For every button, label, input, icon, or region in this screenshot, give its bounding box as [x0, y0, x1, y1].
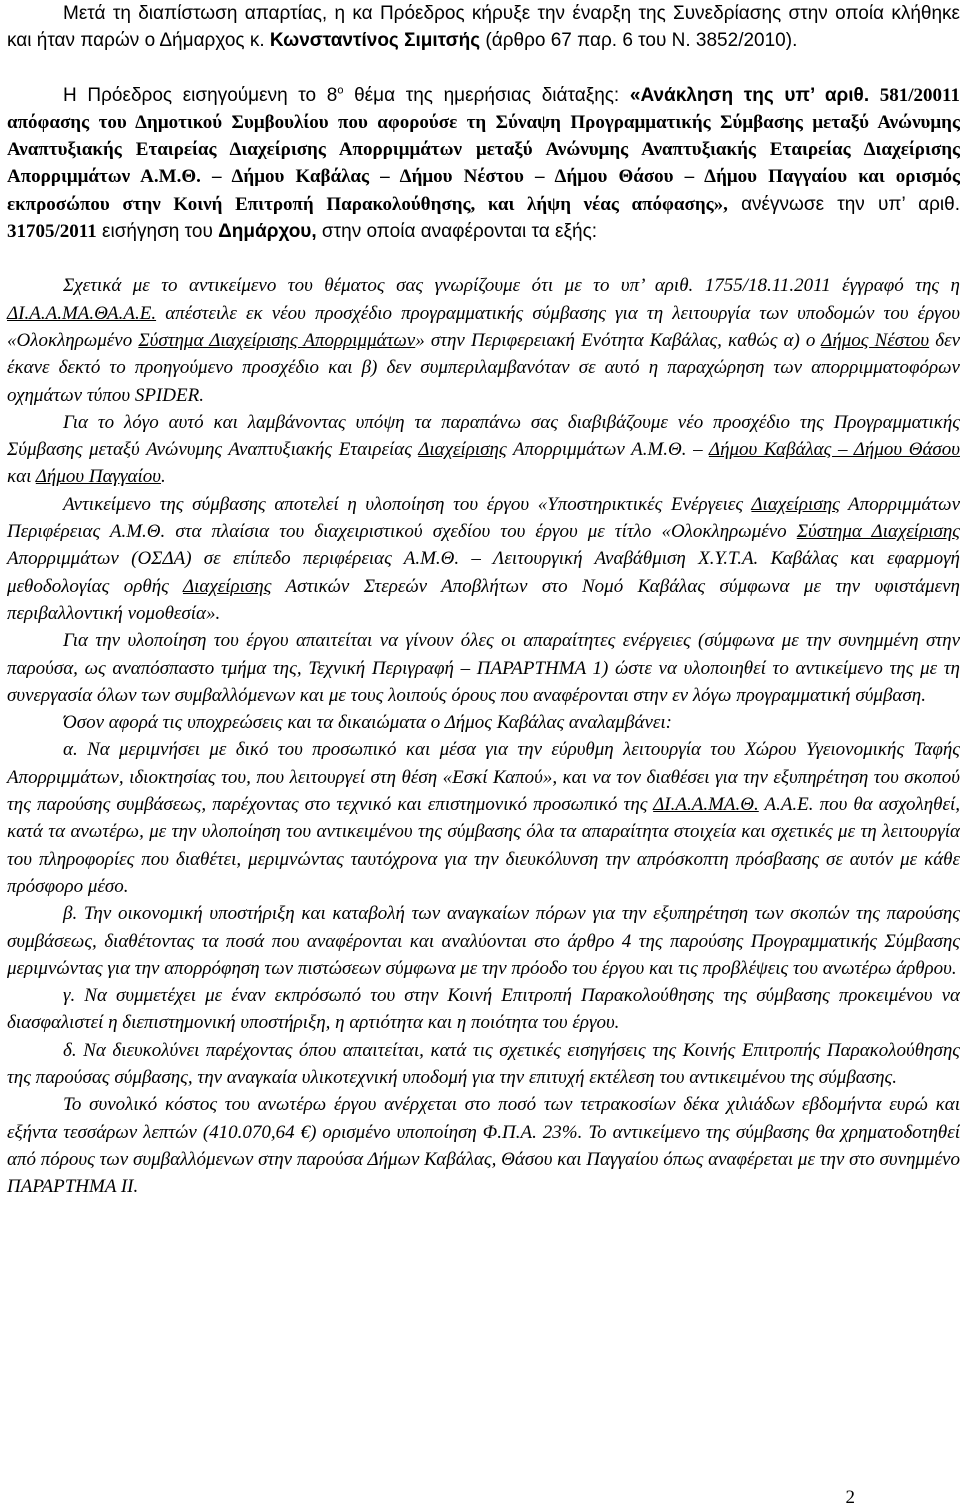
underlined-text: Δήμος Νέστου — [821, 329, 930, 351]
paragraph-reference — [7, 272, 960, 408]
document-body — [7, 0, 960, 1200]
subject-title: 581/20011 απόφασης του Δημοτικού Συμβουλίου που αφορούσε τη Σύναψη Προγραμματικής Σύμβασης μεταξύ Ανώνυμης Αναπτυξιακής Εταιρείας Διαχείρισης Απορριμμάτων μεταξύ Ανώνυμης Αναπτυξιακής Εταιρείας Διαχείρισης Απορριμμάτων Α.Μ.Θ. – Δήμου Καβάλας – Δήμου Νέστου – Δήμου Θάσου – Δήμου Παγγαίου και ορισμός εκπροσώπου στην Κοινή Επιτροπή Παρακολούθησης, και λήψη νέας απόφασης», — [7, 84, 960, 215]
mayor-label: Δημάρχου, — [218, 221, 317, 243]
underlined-text: Δήμου Καβάλας – Δήμου Θάσου — [708, 439, 960, 461]
text: (άρθρο 67 παρ. 6 του Ν. 3852/2010). — [480, 30, 798, 52]
ordinal-superscript: ο — [337, 84, 344, 97]
paragraph-agenda-item — [7, 82, 960, 246]
text: Αστικών Στερεών Αποβλήτων στο Νομό Καβάλας σύμφωνα με την υφιστάμενη περιβαλλοντική νομοθεσία». — [7, 575, 960, 624]
text: δ. Να διευκολύνει παρέχοντας όπου απαιτείται, κατά τις σχετικές εισηγήσεις της Κοινής Επιτροπής Παρακολούθησης της παρούσας σύμβασης, την αναγκαία υλικοτεχνική υποδομή για την επιτυχή εκτέλεση του αντικειμένου της σύμβασης. — [7, 1039, 960, 1088]
spacer — [7, 55, 960, 82]
page-number: 2 — [845, 1487, 855, 1508]
text: » στην Περιφερειακή Ενότητα Καβάλας, καθώς α) ο — [415, 329, 822, 351]
text: . — [161, 466, 166, 488]
underlined-text: Σύστημα Διαχείρισης — [796, 521, 960, 543]
text: Απορριμμάτων Α.Μ.Θ. – — [506, 439, 709, 461]
paragraph-quorum — [7, 0, 960, 55]
text: α. Να μεριμνήσει με δικό του προσωπικό και μέσα για την εύρυθμη λειτουργία του Χώρου Υγειονομικής Ταφής Απορριμμάτων, ιδιοκτησίας του, που λειτουργεί στη θέση «Εσκί Καπού», και να τον διαθέσει για την εξυπηρέτηση του σκοπού της παρούσης συμβάσεως, παρέχοντας στο τεχνικό και επιστημονικό προσωπικό της — [7, 739, 960, 816]
proposal-number: 31705/2011 — [7, 221, 97, 243]
paragraph-implementation — [7, 627, 960, 709]
spacer — [7, 245, 960, 272]
text: Αντικείμενο της σύμβασης αποτελεί η υλοποίηση του έργου «Υποστηρικτικές Ενέργειες — [63, 493, 752, 515]
text: Για το λόγο αυτό και λαμβάνοντας υπόψη τα παραπάνω σας διαβιβάζουμε νέο προσχέδιο της Προγραμματικής Σύμβασης μεταξύ Ανώνυμης Αναπτυξιακής Εταιρείας — [7, 411, 960, 461]
underlined-text: ΔΙ.Α.Α.ΜΑ.Θ. — [653, 794, 759, 816]
text: Η Πρόεδρος εισηγούμενη το 8 — [63, 84, 338, 106]
paragraph-obligation-b — [7, 900, 960, 982]
mayor-name: Κωνσταντίνος Σιμιτσής — [269, 30, 481, 52]
underlined-text: Διαχείρισης — [418, 439, 507, 461]
text: θέμα της ημερήσιας διάταξης: — [343, 84, 630, 106]
text: Απορριμμάτων (ΟΣΔΑ) σε επίπεδο περιφέρειας Α.Μ.Θ. – Λειτουργική Αναβάθμιση Χ.Υ.Τ.Α. Καβάλας και εφαρμογή μεθοδολογίας ορθής — [7, 548, 960, 597]
text: απέστειλε εκ νέου προσχέδιο προγραμματικής σύμβασης για τη λειτουργία των υποδομών του έργου «Ολοκληρωμένο — [7, 302, 960, 351]
text: ανέγνωσε την υπ’ αριθ. — [727, 193, 960, 215]
paragraph-obligation-c — [7, 982, 960, 1037]
text: εισήγηση του — [96, 221, 219, 243]
paragraph-forwarding — [7, 409, 960, 491]
text: β. Την οικονομική υποστήριξη και καταβολή των αναγκαίων πόρων για την εξυπηρέτηση των σκοπών της παρούσης συμβάσεως, διαθέτοντας τα ποσά που αναφέρονται και αναλύονται στο άρθρο 4 της παρούσης Προγραμματικής Σύμβασης μεριμνώντας για την απορρόφηση των πιστώσεων σύμφωνα με την πρόοδο του έργου και τις προβλέψεις του ανωτέρω άρθρου. — [7, 903, 960, 979]
paragraph-obligations-intro — [7, 709, 960, 736]
paragraph-subject — [7, 491, 960, 627]
text: στην οποία αναφέρονται τα εξής: — [316, 221, 598, 243]
text: Για την υλοποίηση του έργου απαιτείται να γίνουν όλες οι απαραίτητες ενέργειες (σύμφωνα με την συνημμένη στην παρούσα, ως αναπόσπαστο τμήμα της, Τεχνική Περιγραφή – ΠΑΡΑΡΤΗΜΑ 1) ώστε να υλοποιηθεί το αντικείμενο της με τη συνεργασία όλων των συμβαλλόμενων και με τους λοιπούς όρους που αναφέρονται στην εν λόγω προγραμματική σύμβαση. — [7, 630, 960, 706]
text: και — [7, 466, 36, 488]
text: Απορριμμάτων Περιφέρειας Α.Μ.Θ. στα πλαίσια του διαχειριστικού σχεδίου του έργου με τίτλο «Ολοκληρωμένο — [7, 493, 960, 543]
text: γ. Να συμμετέχει με έναν εκπρόσωπό του στην Κοινή Επιτροπή Παρακολούθησης της σύμβασης προκειμένου να διασφαλιστεί η διεπιστημονική υποστήριξη, η αρτιότητα και η ποιότητα του έργου. — [7, 985, 960, 1034]
text: δεν έκανε δεκτό το προηγούμενο προσχέδιο και β) δεν συμπεριλαμβανόταν σε αυτό η παραχώρηση των απορριμματοφόρων οχημάτων τύπου SPIDER. — [7, 329, 960, 406]
paragraph-obligation-a — [7, 736, 960, 900]
underlined-text: Διαχείρισης — [182, 575, 272, 597]
underlined-text: Σύστημα Διαχείρισης Απορριμμάτων — [138, 329, 416, 351]
paragraph-obligation-d — [7, 1037, 960, 1092]
text: Το συνολικό κόστος του ανωτέρω έργου ανέρχεται στο ποσό των τετρακοσίων δέκα χιλιάδων εβδομήντα ευρώ και εξήντα τεσσάρων λεπτών (410.070,64 €) ορισμένο υποποίηση Φ.Π.Α. 23%. Το αντικείμενο της σύμβασης θα χρηματοδοτηθεί από πόρους των συμβαλλόμενων στην παρούσα Δήμων Καβάλας, Θάσου και Παγγαίου όπως αναφέρεται με την στο συνημμένο ΠΑΡΑΡΤΗΜΑ ΙΙ. — [7, 1094, 960, 1198]
subject-title-start: «Ανάκληση της υπ’ αριθ. — [629, 84, 880, 106]
text: Α.Α.Ε. που θα ασχοληθεί, κατά τα ανωτέρω, με την υλοποίηση του αντικειμένου της σύμβασης όλα τα απαραίτητα στοιχεία και σχετικές με τη λειτουργία του πληροφορίες που διαθέτει, μεριμνώντας ταυτόχρονα για την διευκόλυνση την απρόσκοπτη πρόσβασης σε αυτόν με κάθε πρόσφορο μέσο. — [7, 794, 960, 897]
underlined-text: Διαχείρισης — [751, 493, 840, 515]
text: Όσον αφορά τις υποχρεώσεις και τα δικαιώματα ο Δήμος Καβάλας αναλαμβάνει: — [63, 712, 672, 734]
text: Σχετικά με το αντικείμενο του θέματος σας γνωρίζουμε ότι με το υπ’ αριθ. 1755/18.11.2011 έγγραφό της η — [63, 275, 960, 297]
underlined-text: Δήμου Παγγαίου — [35, 466, 162, 488]
paragraph-cost — [7, 1091, 960, 1200]
underlined-text: ΔΙ.Α.Α.ΜΑ.ΘΑ.Α.Ε. — [7, 302, 157, 324]
text: Μετά τη διαπίστωση απαρτίας, η κα Πρόεδρος κήρυξε την έναρξη της Συνεδρίασης στην οποία κλήθηκε και ήταν παρών ο Δήμαρχος κ. — [7, 3, 960, 52]
